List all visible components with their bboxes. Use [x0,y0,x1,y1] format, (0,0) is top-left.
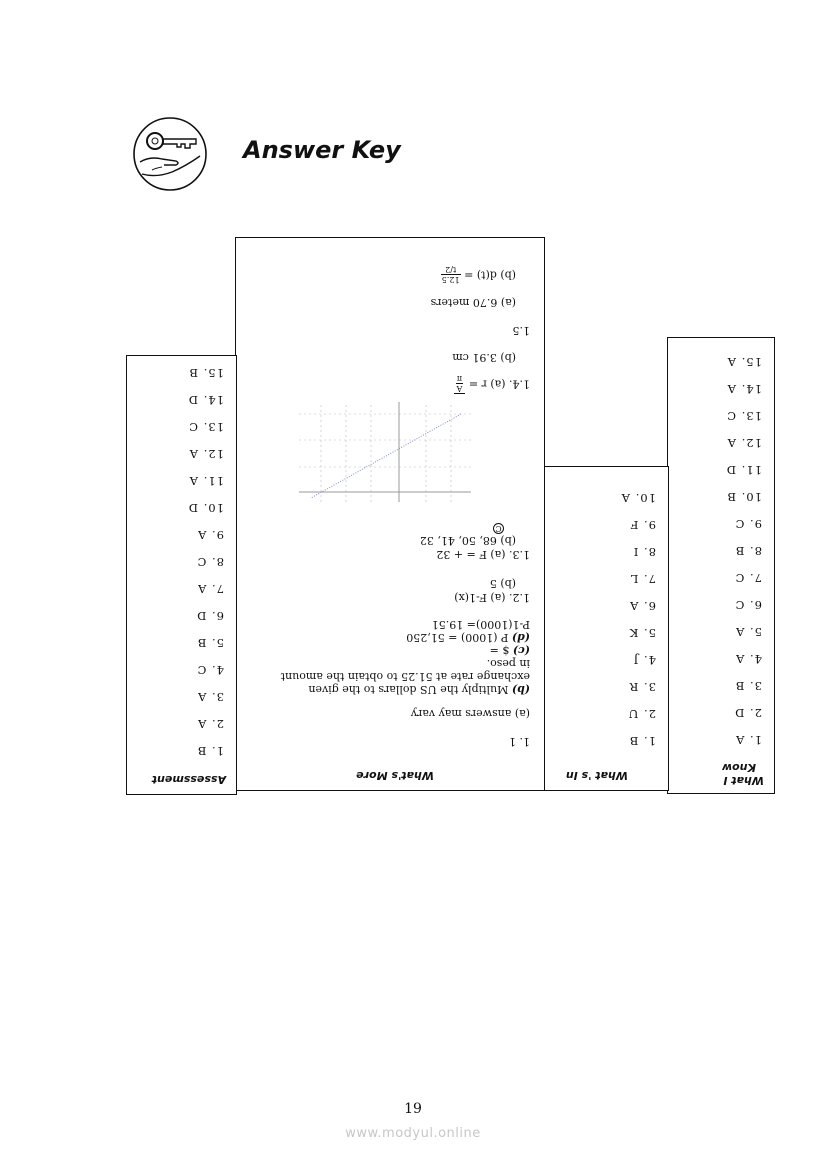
item-1-2b: (b) 5 [489,577,516,590]
answer-item: 3. R [628,680,656,694]
answer-item: 11. D [725,463,762,477]
answer-item: 9. F [629,518,656,532]
answer-item: 1. A [735,733,762,747]
answer-item: 7. A [197,582,224,596]
answer-item: 4. A [735,652,762,666]
item-1-4-label: 1.4. (a) r = [468,377,530,391]
assessment-box [126,355,237,795]
answer-item: 1. B [628,734,656,748]
item-c-text: $ = [489,644,510,657]
fraction-numerator: 12.5 [441,275,460,284]
answer-item: 2. D [734,706,762,720]
answer-item: 10. B [726,490,762,504]
answer-item: 6. C [734,598,762,612]
answer-item: 2. U [627,707,656,721]
item-d-text: P (1000) = 51,250 [406,631,509,644]
answer-item: 7. L [629,572,656,586]
answer-item: 5. B [196,636,224,650]
whats-in-header: What 's In [565,769,628,782]
item-1-4b: (b) 3.91 cm [452,351,516,364]
answer-item: 8. I [632,545,656,559]
answer-item: 5. A [735,625,762,639]
answer-item: 4. C [196,663,224,677]
item-b-line2: exchange rate at 51.25 to obtain the amount [280,670,530,683]
item-d-label: (d) [511,631,530,644]
item-1-5: 1.5 [512,324,530,337]
item-b-label: (b) [511,683,530,696]
item-1-5b-label: (b) d(t) = [464,268,516,282]
answer-item: 6. D [196,609,224,623]
answer-item: 5. K [628,626,656,640]
answer-item: 8. B [734,544,762,558]
answer-item: 3. B [734,679,762,693]
answer-item: 10. A [620,491,656,505]
item-a-answer: (a) answers may vary [410,707,530,720]
answer-item: 12. A [726,436,762,450]
answer-item: 6. A [629,599,656,613]
watermark: www.modyul.online [345,1126,481,1141]
fraction-numerator: A [456,384,463,393]
celsius-symbol: C [493,523,504,534]
item-b-text: Multiply the US dollars to the given [308,683,509,696]
item-1-1: 1. 1 [509,735,530,748]
item-b-line1 [308,683,530,696]
assessment-header: Assessment [151,773,226,786]
key-hand-icon [132,112,208,196]
answer-item: 11. A [188,474,224,488]
answer-item: 2. A [197,717,224,731]
item-c [490,644,530,657]
answer-item: 1. B [196,744,224,758]
answer-item: 15. A [726,355,762,369]
item-1-5b [441,265,516,284]
item-1-4 [454,374,530,394]
answer-item: 14. A [726,382,762,396]
item-b-line3: in peso. [486,657,530,670]
item-1-3: 1.3. (a) F = + 32 [436,548,530,561]
what-i-know-box [667,337,775,794]
function-graph [299,402,471,502]
fraction-denominator: t/2 [445,265,457,274]
item-d [406,631,530,644]
answer-item: 4. J [632,653,656,667]
answer-item: 10. D [187,501,224,515]
page-number: 19 [404,1101,422,1117]
what-i-know-header: What I Know [721,761,764,787]
page-title: Answer Key [243,136,401,164]
whats-more-header: What's More [356,769,434,782]
answer-item: 9. C [734,517,762,531]
fraction-denominator: π [456,374,463,383]
item-1-2: 1.2. (a) F-1(x) [454,591,530,604]
item-c-label: (c) [512,644,530,657]
fraction [441,265,461,284]
item-1-5a: (a) 6.70 meters [430,296,516,309]
whats-in-box [543,466,669,791]
item-d-inverse: P-1(1000)= 19.51 [431,618,530,631]
answer-item: 13. C [726,409,762,423]
whats-more-box [235,237,545,791]
sqrt-symbol [454,374,466,394]
answer-item: 14. D [187,393,224,407]
answer-item: 8. C [196,555,224,569]
answer-item: 13. C [188,420,224,434]
item-1-3b: (b) 68, 50, 41, 32 [419,534,516,547]
answer-item: 3. A [197,690,224,704]
answer-item: 12. A [188,447,224,461]
answer-item: 9. A [197,528,224,542]
fraction [456,374,464,393]
answer-item: 7. C [734,571,762,585]
answer-item: 15. B [188,366,224,380]
